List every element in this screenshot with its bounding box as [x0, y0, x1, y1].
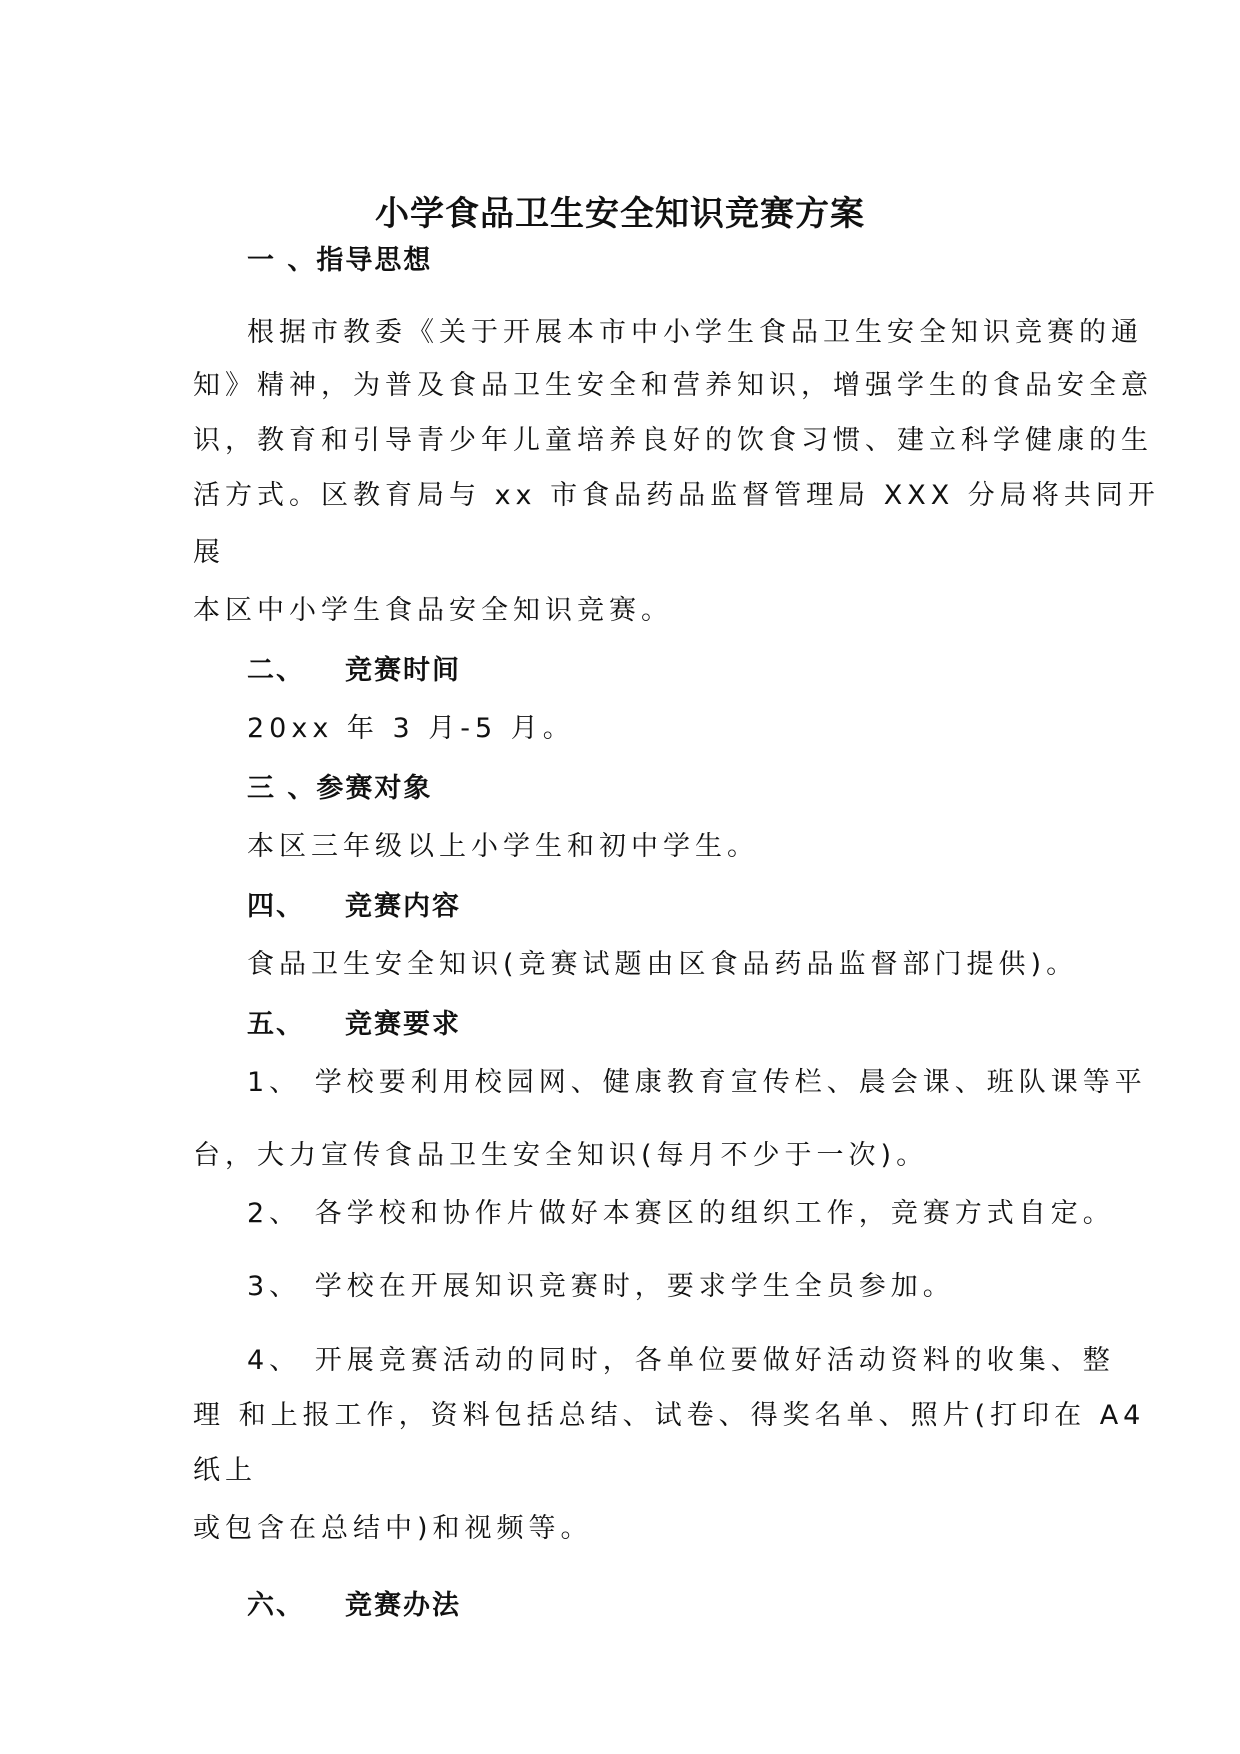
- section-title: 竞赛办法: [345, 1590, 461, 1621]
- paragraph-line: 4、 开展竞赛活动的同时，各单位要做好活动资料的收集、整: [247, 1345, 1115, 1376]
- section-title: 竞赛时间: [345, 655, 461, 686]
- paragraph-line: 活方式。区教育局与 xx 市食品药品监督管理局 XXX 分局将共同开: [193, 480, 1160, 511]
- section-heading-1: 一 、指导思想: [247, 245, 433, 276]
- paragraph-line: 台，大力宣传食品卫生安全知识(每月不少于一次)。: [193, 1140, 929, 1171]
- paragraph-line: 纸上: [193, 1455, 257, 1486]
- paragraph-line: 本区中小学生食品安全知识竞赛。: [193, 595, 673, 626]
- section-number: 五、: [247, 1009, 305, 1040]
- paragraph-line: 知》精神，为普及食品卫生安全和营养知识，增强学生的食品安全意: [193, 370, 1153, 401]
- section-heading-6: [247, 1589, 461, 1623]
- paragraph-line: 识，教育和引导青少年儿童培养良好的饮食习惯、建立科学健康的生: [193, 425, 1153, 456]
- section-heading-3: 三 、参赛对象: [247, 773, 433, 804]
- paragraph-line: 展: [193, 537, 225, 568]
- section-title: 竞赛内容: [345, 891, 461, 922]
- paragraph-line: 20xx 年 3 月-5 月。: [247, 713, 575, 744]
- document-title: 小学食品卫生安全知识竞赛方案: [375, 194, 865, 234]
- paragraph-line: 本区三年级以上小学生和初中学生。: [247, 831, 759, 862]
- section-number: 二、: [247, 655, 305, 686]
- section-number: 六、: [247, 1590, 305, 1621]
- section-heading-2: [247, 654, 461, 688]
- paragraph-line: 或包含在总结中)和视频等。: [193, 1513, 593, 1544]
- section-title: 竞赛要求: [345, 1009, 461, 1040]
- section-heading-4: [247, 890, 461, 924]
- section-number: 四、: [247, 891, 305, 922]
- paragraph-line: 食品卫生安全知识(竞赛试题由区食品药品监督部门提供)。: [247, 949, 1079, 980]
- paragraph-line: 理 和上报工作，资料包括总结、试卷、得奖名单、照片(打印在 A4: [193, 1400, 1146, 1431]
- section-heading-5: [247, 1008, 461, 1042]
- paragraph-line: 根据市教委《关于开展本市中小学生食品卫生安全知识竞赛的通: [247, 317, 1143, 348]
- paragraph-line: 2、 各学校和协作片做好本赛区的组织工作，竞赛方式自定。: [247, 1198, 1115, 1229]
- paragraph-line: 3、 学校在开展知识竞赛时，要求学生全员参加。: [247, 1271, 955, 1302]
- paragraph-line: 1、 学校要利用校园网、健康教育宣传栏、晨会课、班队课等平: [247, 1067, 1147, 1098]
